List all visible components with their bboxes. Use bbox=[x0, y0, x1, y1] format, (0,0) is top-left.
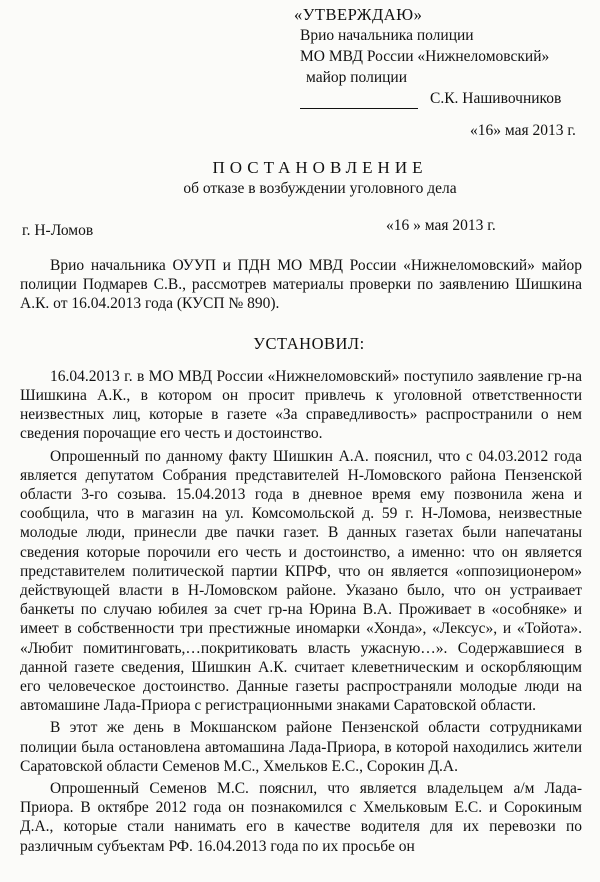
approval-heading: «УТВЕРЖДАЮ» bbox=[294, 5, 423, 24]
document-subtitle: об отказе в возбуждении уголовного дела bbox=[183, 180, 457, 197]
approval-position: Врио начальника полиции bbox=[300, 27, 474, 44]
document-title: ПОСТАНОВЛЕНИЕ bbox=[212, 158, 428, 177]
document-body bbox=[20, 252, 582, 856]
document-place: г. Н-Ломов bbox=[22, 222, 94, 239]
approval-signatory: С.К. Нашивочников bbox=[430, 90, 562, 107]
approval-signature-row bbox=[300, 88, 561, 109]
signature-line bbox=[300, 93, 418, 109]
document-date: «16 » мая 2013 г. bbox=[386, 217, 496, 234]
body-paragraph: В этот же день в Мокшанском районе Пензенской области сотрудниками полиции была остановлена автомашина Лада-Приора, в которой находились жители Саратовской области Семенов М.С., Хмельков Е.С., Сорокин Д.А. bbox=[20, 719, 582, 775]
established-heading: УСТАНОВИЛ: bbox=[253, 333, 365, 353]
body-paragraph: 16.04.2013 г. в МО МВД России «Нижнеломовский» поступило заявление гр-на Шишкина А.К., в котором он просит привлечь к уголовной ответственности неизвестных лиц, которые в газете «За справедливость» распространили о нем сведения порочащие его честь и достоинство. bbox=[20, 367, 582, 443]
approval-date: «16» мая 2013 г. bbox=[470, 122, 576, 139]
approval-block bbox=[294, 4, 562, 109]
approval-rank: майор полиции bbox=[306, 69, 408, 86]
body-paragraph: Опрошенный по данному факту Шишкин А.А. пояснил, что с 04.03.2012 года является депутатом Собрания представителей Н-Ломовского района Пензенской области 3-го созыва. 15.04.2013 года в дневное время ему позвонила жена и сообщила, что в магазин на ул. Комсомольской д. 59 г. Н-Ломова, неизвестные молодые люди, принесли две пачки газет. В данных газетах были напечатаны сведения которые порочили его честь и достоинство, а именно: что он является представителем политической партии КПРФ, что он является «оппозиционером» действующей власти в Н-Ломовском районе. Указано было, что он устраивает банкеты по случаю юбилея за счет гр-на Юрина В.А. Проживает в «особняке» и имеет в собственности три престижные иномарки «Хонда», «Лексус», и «Тойота». «Любит помитинговать,…покритиковать власть ужасную…». Содержавшиеся в данной газете сведения, Шишкин А.К. считает клеветническим и оскорбляющим его человеческое достоинство. Данные газеты распространяли молодые люди на автомашине Лада-Приора с регистрационными знаками Саратовской области. bbox=[20, 447, 582, 715]
approval-department: МО МВД России «Нижнеломовский» bbox=[300, 48, 550, 65]
body-paragraph: Опрошенный Семенов М.С. пояснил, что является владельцем а/м Лада-Приора. В октябре 2012 года он познакомился с Хмельковым Е.С. и Сорокиным Д.А., которые стали нанимать его в качестве водителя для их перевозки по различным субъектам РФ. 16.04.2013 года по их просьбе он bbox=[20, 780, 582, 855]
intro-paragraph: Врио начальника ОУУП и ПДН МО МВД России «Нижнеломовский» майор полиции Подмарев С.В., рассмотрев материалы проверки по заявлению Шишкина А.К. от 16.04.2013 года (КУСП № 890). bbox=[20, 257, 582, 313]
